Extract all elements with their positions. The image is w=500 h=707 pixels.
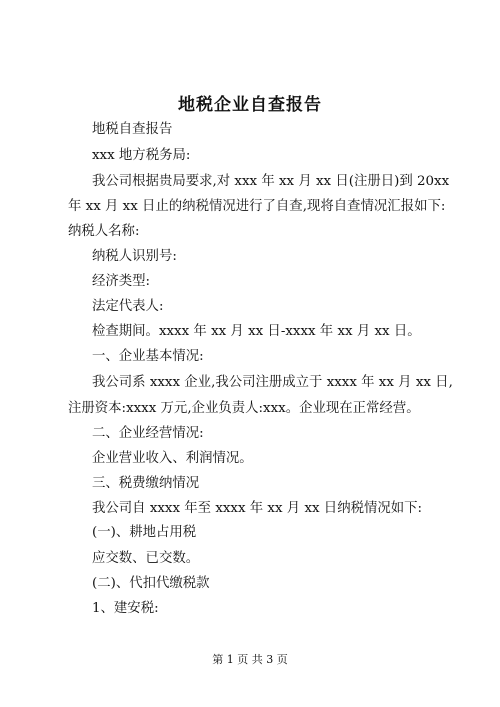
body-line: 我公司自 xxxx 年至 xxxx 年 xx 月 xx 日纳税情况如下:	[92, 501, 423, 516]
body-line: 地税自查报告	[92, 122, 173, 137]
body-line: 经济类型:	[92, 274, 151, 289]
body-line: 法定代表人:	[92, 299, 164, 314]
body-line: 我公司根据贵局要求,对 xxx 年 xx 月 xx 日(注册日)到 20xx	[92, 174, 450, 189]
subsection-heading: (二)、代扣代缴税款	[92, 576, 210, 591]
body-line: 年 xx 月 xx 日止的纳税情况进行了自查,现将自查情况汇报如下:	[68, 199, 446, 214]
body-line: 我公司系 xxxx 企业,我公司注册成立于 xxxx 年 xx 月 xx 日,	[92, 375, 453, 390]
section-heading: 二、企业经营情况:	[92, 426, 204, 441]
body-line: 纳税人识别号:	[92, 249, 177, 264]
document-title: 地税企业自查报告	[178, 95, 322, 115]
body-line: 1、建安税:	[92, 601, 159, 616]
section-heading: 三、税费缴纳情况	[92, 476, 200, 491]
body-line: 企业营业收入、利润情况。	[92, 451, 253, 466]
section-heading: 一、企业基本情况:	[92, 349, 204, 364]
page-number-footer: 第 1 页 共 3 页	[212, 653, 288, 666]
body-line: xxx 地方税务局:	[92, 148, 191, 163]
subsection-heading: (一)、耕地占用税	[92, 525, 197, 540]
body-line: 纳税人名称:	[68, 224, 140, 239]
body-line: 应交数、已交数。	[92, 551, 200, 566]
body-line: 检查期间。xxxx 年 xx 月 xx 日-xxxx 年 xx 月 xx 日。	[92, 324, 421, 339]
body-line: 注册资本:xxxx 万元,企业负责人:xxx。企业现在正常经营。	[68, 401, 420, 416]
